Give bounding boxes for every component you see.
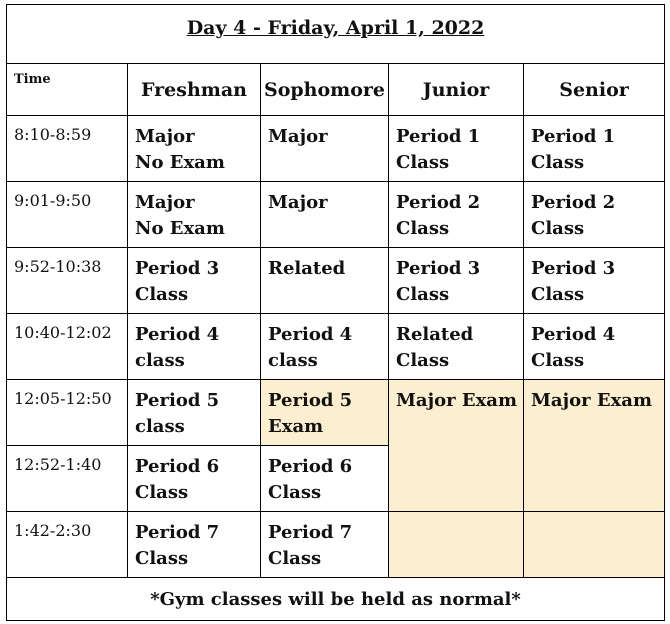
cell-line: Period 4: [135, 324, 220, 345]
cell-line: Period 6: [135, 456, 220, 477]
cell-line: Class: [268, 482, 322, 503]
senior-cell-highlighted: [524, 512, 665, 578]
cell-line: Period 3: [135, 258, 220, 279]
cell-line: Class: [135, 548, 189, 569]
cell-line: Period 5: [135, 390, 220, 411]
cell-line: Related: [268, 258, 346, 279]
cell-line: Major: [268, 126, 328, 147]
cell-line: Major Exam: [531, 390, 653, 411]
junior-cell: [389, 314, 524, 380]
time-cell: 12:05-12:50: [7, 380, 128, 446]
schedule-table: [6, 4, 665, 621]
title-row: [7, 5, 665, 64]
cell-line: Major: [135, 126, 195, 147]
header-sophomore: Sophomore: [261, 64, 389, 116]
freshman-cell: [128, 248, 261, 314]
cell-line: No Exam: [135, 152, 225, 173]
freshman-cell: [128, 116, 261, 182]
header-freshman: Freshman: [128, 64, 261, 116]
cell-line: Exam: [268, 416, 324, 437]
senior-cell: [524, 182, 665, 248]
table-row: [7, 248, 665, 314]
cell-line: Class: [135, 482, 189, 503]
header-senior: Senior: [524, 64, 665, 116]
senior-cell: [524, 314, 665, 380]
cell-line: Major Exam: [396, 390, 518, 411]
footer-note: *Gym classes will be held as normal*: [7, 578, 665, 621]
time-cell: 1:42-2:30: [7, 512, 128, 578]
time-cell: 8:10-8:59: [7, 116, 128, 182]
cell-line: Period 2: [396, 192, 481, 213]
cell-line: Period 7: [268, 522, 353, 543]
cell-line: Period 7: [135, 522, 220, 543]
cell-line: Class: [531, 284, 585, 305]
header-junior: Junior: [389, 64, 524, 116]
cell-line: class: [268, 350, 318, 371]
cell-line: Related: [396, 324, 474, 345]
freshman-cell: [128, 446, 261, 512]
title-cell: [7, 5, 665, 64]
cell-line: class: [135, 416, 185, 437]
cell-line: Class: [531, 218, 585, 239]
footer-row: [7, 578, 665, 621]
table-row: [7, 512, 665, 578]
cell-line: Period 5: [268, 390, 353, 411]
freshman-cell: [128, 380, 261, 446]
sophomore-cell: [261, 182, 389, 248]
time-cell: 12:52-1:40: [7, 446, 128, 512]
table-row: [7, 182, 665, 248]
freshman-cell: [128, 182, 261, 248]
junior-cell: [389, 116, 524, 182]
cell-line: Class: [531, 152, 585, 173]
cell-line: Class: [396, 284, 450, 305]
cell-line: Class: [396, 350, 450, 371]
cell-line: Period 2: [531, 192, 616, 213]
sophomore-cell: [261, 446, 389, 512]
cell-line: Period 6: [268, 456, 353, 477]
cell-line: Class: [396, 152, 450, 173]
table-row: [7, 314, 665, 380]
junior-cell: [389, 182, 524, 248]
table-row: [7, 116, 665, 182]
time-cell: 9:01-9:50: [7, 182, 128, 248]
sophomore-cell: [261, 248, 389, 314]
time-cell: 10:40-12:02: [7, 314, 128, 380]
junior-cell-highlighted: [389, 512, 524, 578]
cell-line: class: [135, 350, 185, 371]
cell-line: Period 1: [396, 126, 481, 147]
sophomore-cell: [261, 314, 389, 380]
freshman-cell: [128, 512, 261, 578]
sophomore-cell: [261, 116, 389, 182]
sophomore-cell: [261, 512, 389, 578]
cell-line: Class: [396, 218, 450, 239]
cell-line: Class: [531, 350, 585, 371]
senior-cell-highlighted: [524, 380, 665, 512]
senior-cell: [524, 116, 665, 182]
cell-line: Period 3: [396, 258, 481, 279]
junior-cell-highlighted: [389, 380, 524, 512]
cell-line: Period 3: [531, 258, 616, 279]
cell-line: No Exam: [135, 218, 225, 239]
header-row: [7, 64, 665, 116]
cell-line: Period 4: [531, 324, 616, 345]
freshman-cell: [128, 314, 261, 380]
cell-line: Class: [268, 548, 322, 569]
page-title: Day 4 - Friday, April 1, 2022: [186, 17, 485, 39]
time-cell: 9:52-10:38: [7, 248, 128, 314]
header-time: Time: [7, 64, 128, 116]
table-row: [7, 380, 665, 446]
cell-line: Period 1: [531, 126, 616, 147]
cell-line: Major: [268, 192, 328, 213]
cell-line: Major: [135, 192, 195, 213]
cell-line: Class: [135, 284, 189, 305]
senior-cell: [524, 248, 665, 314]
sophomore-cell-highlighted: [261, 380, 389, 446]
cell-line: Period 4: [268, 324, 353, 345]
junior-cell: [389, 248, 524, 314]
